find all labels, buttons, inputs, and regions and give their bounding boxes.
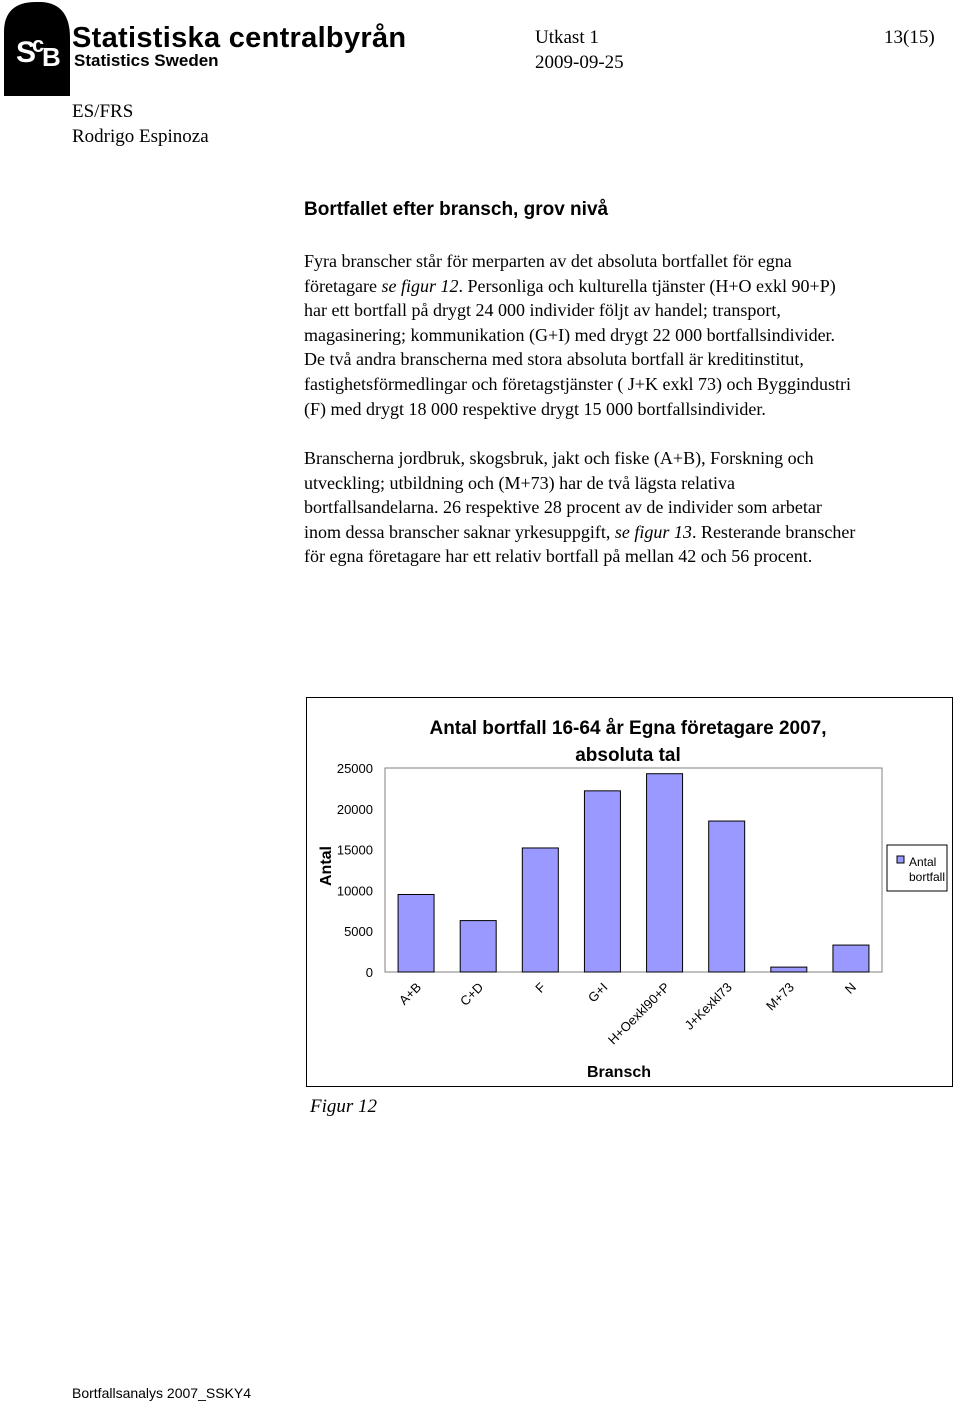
footer-text: Bortfallsanalys 2007_SSKY4 — [72, 1385, 251, 1401]
svg-text:S: S — [16, 36, 37, 69]
paragraph-line: för egna företagare har ett relativ bortfall på mellan 42 och 56 procent. — [304, 546, 813, 567]
bar-a-b — [398, 894, 434, 972]
y-tick-label: 15000 — [336, 842, 373, 858]
figure-caption: Figur 12 — [310, 1096, 378, 1117]
paragraph-line: Fyra branscher står för merparten av det absoluta bortfallet för egna — [304, 251, 792, 271]
paragraph-line: bortfallsandelarna. 26 respektive 28 procent av de individer som arbetar — [304, 497, 822, 518]
x-axis-title: Bransch — [586, 1064, 652, 1081]
paragraph-line: fastighetsförmedlingar och företagstjänster ( J+K exkl 73) och Byggindustri — [304, 373, 852, 394]
org-name-en: Statistics Sweden — [74, 51, 219, 70]
org-name: Statistiska centralbyrån — [72, 22, 407, 54]
chart-title-line-1: Antal bortfall 16-64 år Egna företagare 2007, — [429, 718, 827, 739]
paragraph-line: har ett bortfall på drygt 24 000 individer följt av handel; transport, — [304, 300, 781, 321]
text-span: . Resterande branscher — [691, 521, 856, 542]
x-tick-label: C+D — [457, 979, 487, 1009]
department: ES/FRS — [72, 101, 134, 122]
x-tick-label: J+Kexkl73 — [681, 979, 735, 1033]
plot-area — [385, 768, 882, 972]
y-tick-label: 10000 — [336, 883, 373, 899]
bar-g-i — [584, 791, 620, 972]
text-span: inom dessa branscher saknar yrkesuppgift, — [304, 521, 615, 542]
paragraph-line: utveckling; utbildning och (M+73) har de två lägsta relativa — [304, 472, 736, 493]
bar-n — [833, 945, 869, 972]
page-number: 13(15) — [884, 27, 935, 48]
svg-text:B: B — [42, 42, 61, 72]
x-tick-label: H+Oexkl90+P — [604, 979, 673, 1048]
text-span: . Personliga och kulturella tjänster (H+O exkl 90+P) — [458, 275, 836, 296]
paragraph-line: De två andra branscherna med stora absoluta bortfall är kreditinstitut, — [304, 349, 804, 370]
paragraph-line: magasinering; kommunikation (G+I) med drygt 22 000 bortfallsindivider. — [304, 324, 836, 345]
paragraph-line: (F) med drygt 18 000 respektive drygt 15 000 bortfallsindivider. — [304, 398, 766, 419]
author: Rodrigo Espinoza — [72, 126, 209, 147]
paragraph-line: Branscherna jordbruk, skogsbruk, jakt och fiske (A+B), Forskning och — [304, 448, 814, 468]
bar-f — [522, 848, 558, 972]
doc-date: 2009-09-25 — [535, 52, 624, 73]
figure-reference: se figur 13 — [614, 521, 692, 542]
y-axis-title: Antal — [318, 846, 335, 886]
y-tick-label: 20000 — [336, 801, 373, 817]
legend-label-line-2: bortfall — [909, 870, 946, 884]
x-tick-label: N — [841, 979, 860, 997]
svg-text:c: c — [32, 32, 45, 57]
x-tick-label: F — [532, 979, 549, 996]
section-title: Bortfallet efter bransch, grov nivå — [304, 199, 609, 220]
x-tick-label: A+B — [395, 979, 425, 1008]
x-tick-label: G+I — [584, 979, 611, 1006]
bar-j-kexkl73 — [709, 821, 745, 972]
y-tick-label: 0 — [365, 965, 373, 980]
bar-m-73 — [771, 967, 807, 972]
legend-label-line-1: Antal — [909, 855, 937, 869]
figure-reference: se figur 12 — [381, 275, 459, 296]
x-tick-label: M+73 — [763, 979, 797, 1014]
text-span: företagare — [304, 275, 382, 296]
bar-c-d — [460, 921, 496, 972]
y-tick-label: 5000 — [344, 924, 373, 940]
chart-title-line-2: absoluta tal — [575, 745, 681, 766]
y-tick-label: 25000 — [336, 761, 373, 776]
bar-h-oexkl90-p — [647, 774, 683, 972]
legend-swatch — [897, 856, 904, 863]
draft-label: Utkast 1 — [535, 27, 599, 48]
